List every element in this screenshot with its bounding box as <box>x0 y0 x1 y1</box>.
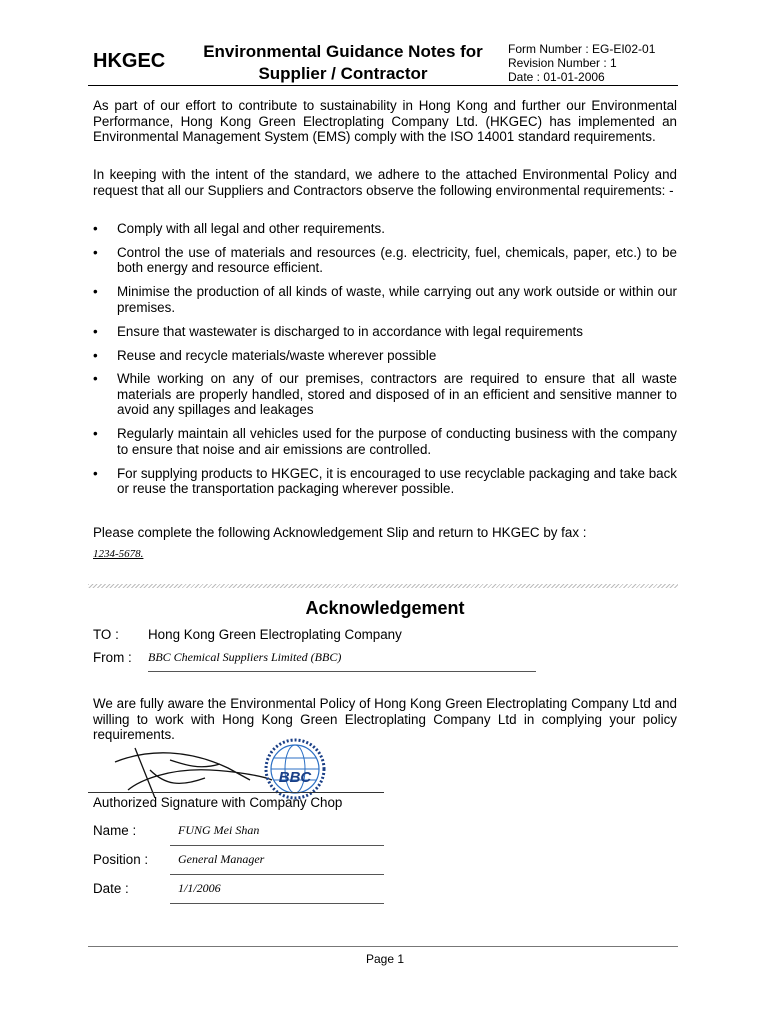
revision-number: Revision Number : 1 <box>508 56 617 70</box>
statement-paragraph: We are fully aware the Environmental Policy of Hong Kong Green Electroplating Company Ltd and willing to work with Hong Kong Green Electroplating Company Ltd in complying your policy requirements. <box>93 696 677 742</box>
bullet-icon: • <box>93 323 98 339</box>
position-value: General Manager <box>178 852 265 866</box>
position-label: Position : <box>93 852 149 867</box>
header-divider <box>88 85 678 86</box>
to-label: TO : <box>93 627 119 642</box>
requirement-text: Reuse and recycle materials/waste wherever possible <box>117 347 437 363</box>
requirement-text: Minimise the production of all kinds of waste, while carrying out any work outside or within our premises. <box>117 284 677 315</box>
list-item <box>93 348 677 364</box>
cut-line-divider <box>88 584 678 588</box>
acknowledgement-title: Acknowledgement <box>305 598 465 618</box>
requirements-list <box>93 221 677 505</box>
intro-paragraph-2: In keeping with the intent of the standard, we adhere to the attached Environmental Policy and request that all our Suppliers and Contractors observe the following environmental requirements: - <box>93 167 677 198</box>
requirement-text: Control the use of materials and resources (e.g. electricity, fuel, chemicals, paper, etc.) to be both energy and resource efficient. <box>117 244 677 276</box>
company-chop <box>262 738 328 800</box>
name-value: FUNG Mei Shan <box>178 823 260 837</box>
bullet-icon: • <box>93 465 98 481</box>
form-date: Date : 01-01-2006 <box>508 70 605 84</box>
signature-drawing <box>110 740 280 800</box>
bullet-icon: • <box>93 221 98 236</box>
list-item <box>93 324 677 340</box>
list-item <box>93 245 677 276</box>
from-value: BBC Chemical Suppliers Limited (BBC) <box>148 650 342 664</box>
title-line-1: Environmental Guidance Notes for <box>203 42 483 61</box>
date-underline <box>170 903 384 904</box>
footer-divider <box>88 946 678 947</box>
list-item <box>93 371 677 418</box>
fax-number: 1234-5678. <box>93 548 144 560</box>
title-line-2: Supplier / Contractor <box>258 64 428 83</box>
list-item <box>93 466 677 497</box>
name-label: Name : <box>93 823 137 838</box>
requirement-text: Regularly maintain all vehicles used for the purpose of conducting business with the company to ensure that noise and air emissions are controlled. <box>117 426 677 457</box>
signature-label: Authorized Signature with Company Chop <box>93 795 343 810</box>
bullet-icon: • <box>93 371 98 387</box>
requirement-text: While working on any of our premises, contractors are required to ensure that all waste materials are properly handled, stored and disposed of in an efficient and sensitive manner to avoid any spillages and leakages <box>117 371 677 418</box>
fax-instruction: Please complete the following Acknowledgement Slip and return to HKGEC by fax : <box>93 525 587 540</box>
position-underline <box>170 874 384 875</box>
signature-line <box>88 792 384 793</box>
bullet-icon: • <box>93 244 98 260</box>
from-label: From : <box>93 650 132 665</box>
requirement-text: Comply with all legal and other requirements. <box>117 221 385 236</box>
page-number: Page 1 <box>365 952 405 966</box>
name-underline <box>170 845 384 846</box>
bullet-icon: • <box>93 284 98 300</box>
form-info <box>508 42 655 84</box>
list-item <box>93 284 677 315</box>
requirement-text: For supplying products to HKGEC, it is encouraged to use recyclable packaging and take back or reuse the transportation packaging wherever possible. <box>117 465 677 497</box>
from-underline <box>148 671 536 672</box>
document-title <box>178 41 508 85</box>
to-value: Hong Kong Green Electroplating Company <box>148 627 402 642</box>
list-item <box>93 426 677 457</box>
requirement-text: Ensure that wastewater is discharged to in accordance with legal requirements <box>117 323 583 339</box>
bullet-icon: • <box>93 347 98 363</box>
org-name: HKGEC <box>93 50 166 72</box>
intro-paragraph-1: As part of our effort to contribute to sustainability in Hong Kong and further our Environmental Performance, Hong Kong Green Electroplating Company Ltd. (HKGEC) has implemented an Environmental Management System (EMS) comply with the ISO 14001 standard requirements. <box>93 98 677 144</box>
bullet-icon: • <box>93 426 98 442</box>
date-value: 1/1/2006 <box>178 881 221 895</box>
form-number: Form Number : EG-EI02-01 <box>508 42 656 56</box>
chop-text: BBC <box>278 769 312 786</box>
date-label: Date : <box>93 881 129 896</box>
list-item <box>93 221 677 237</box>
